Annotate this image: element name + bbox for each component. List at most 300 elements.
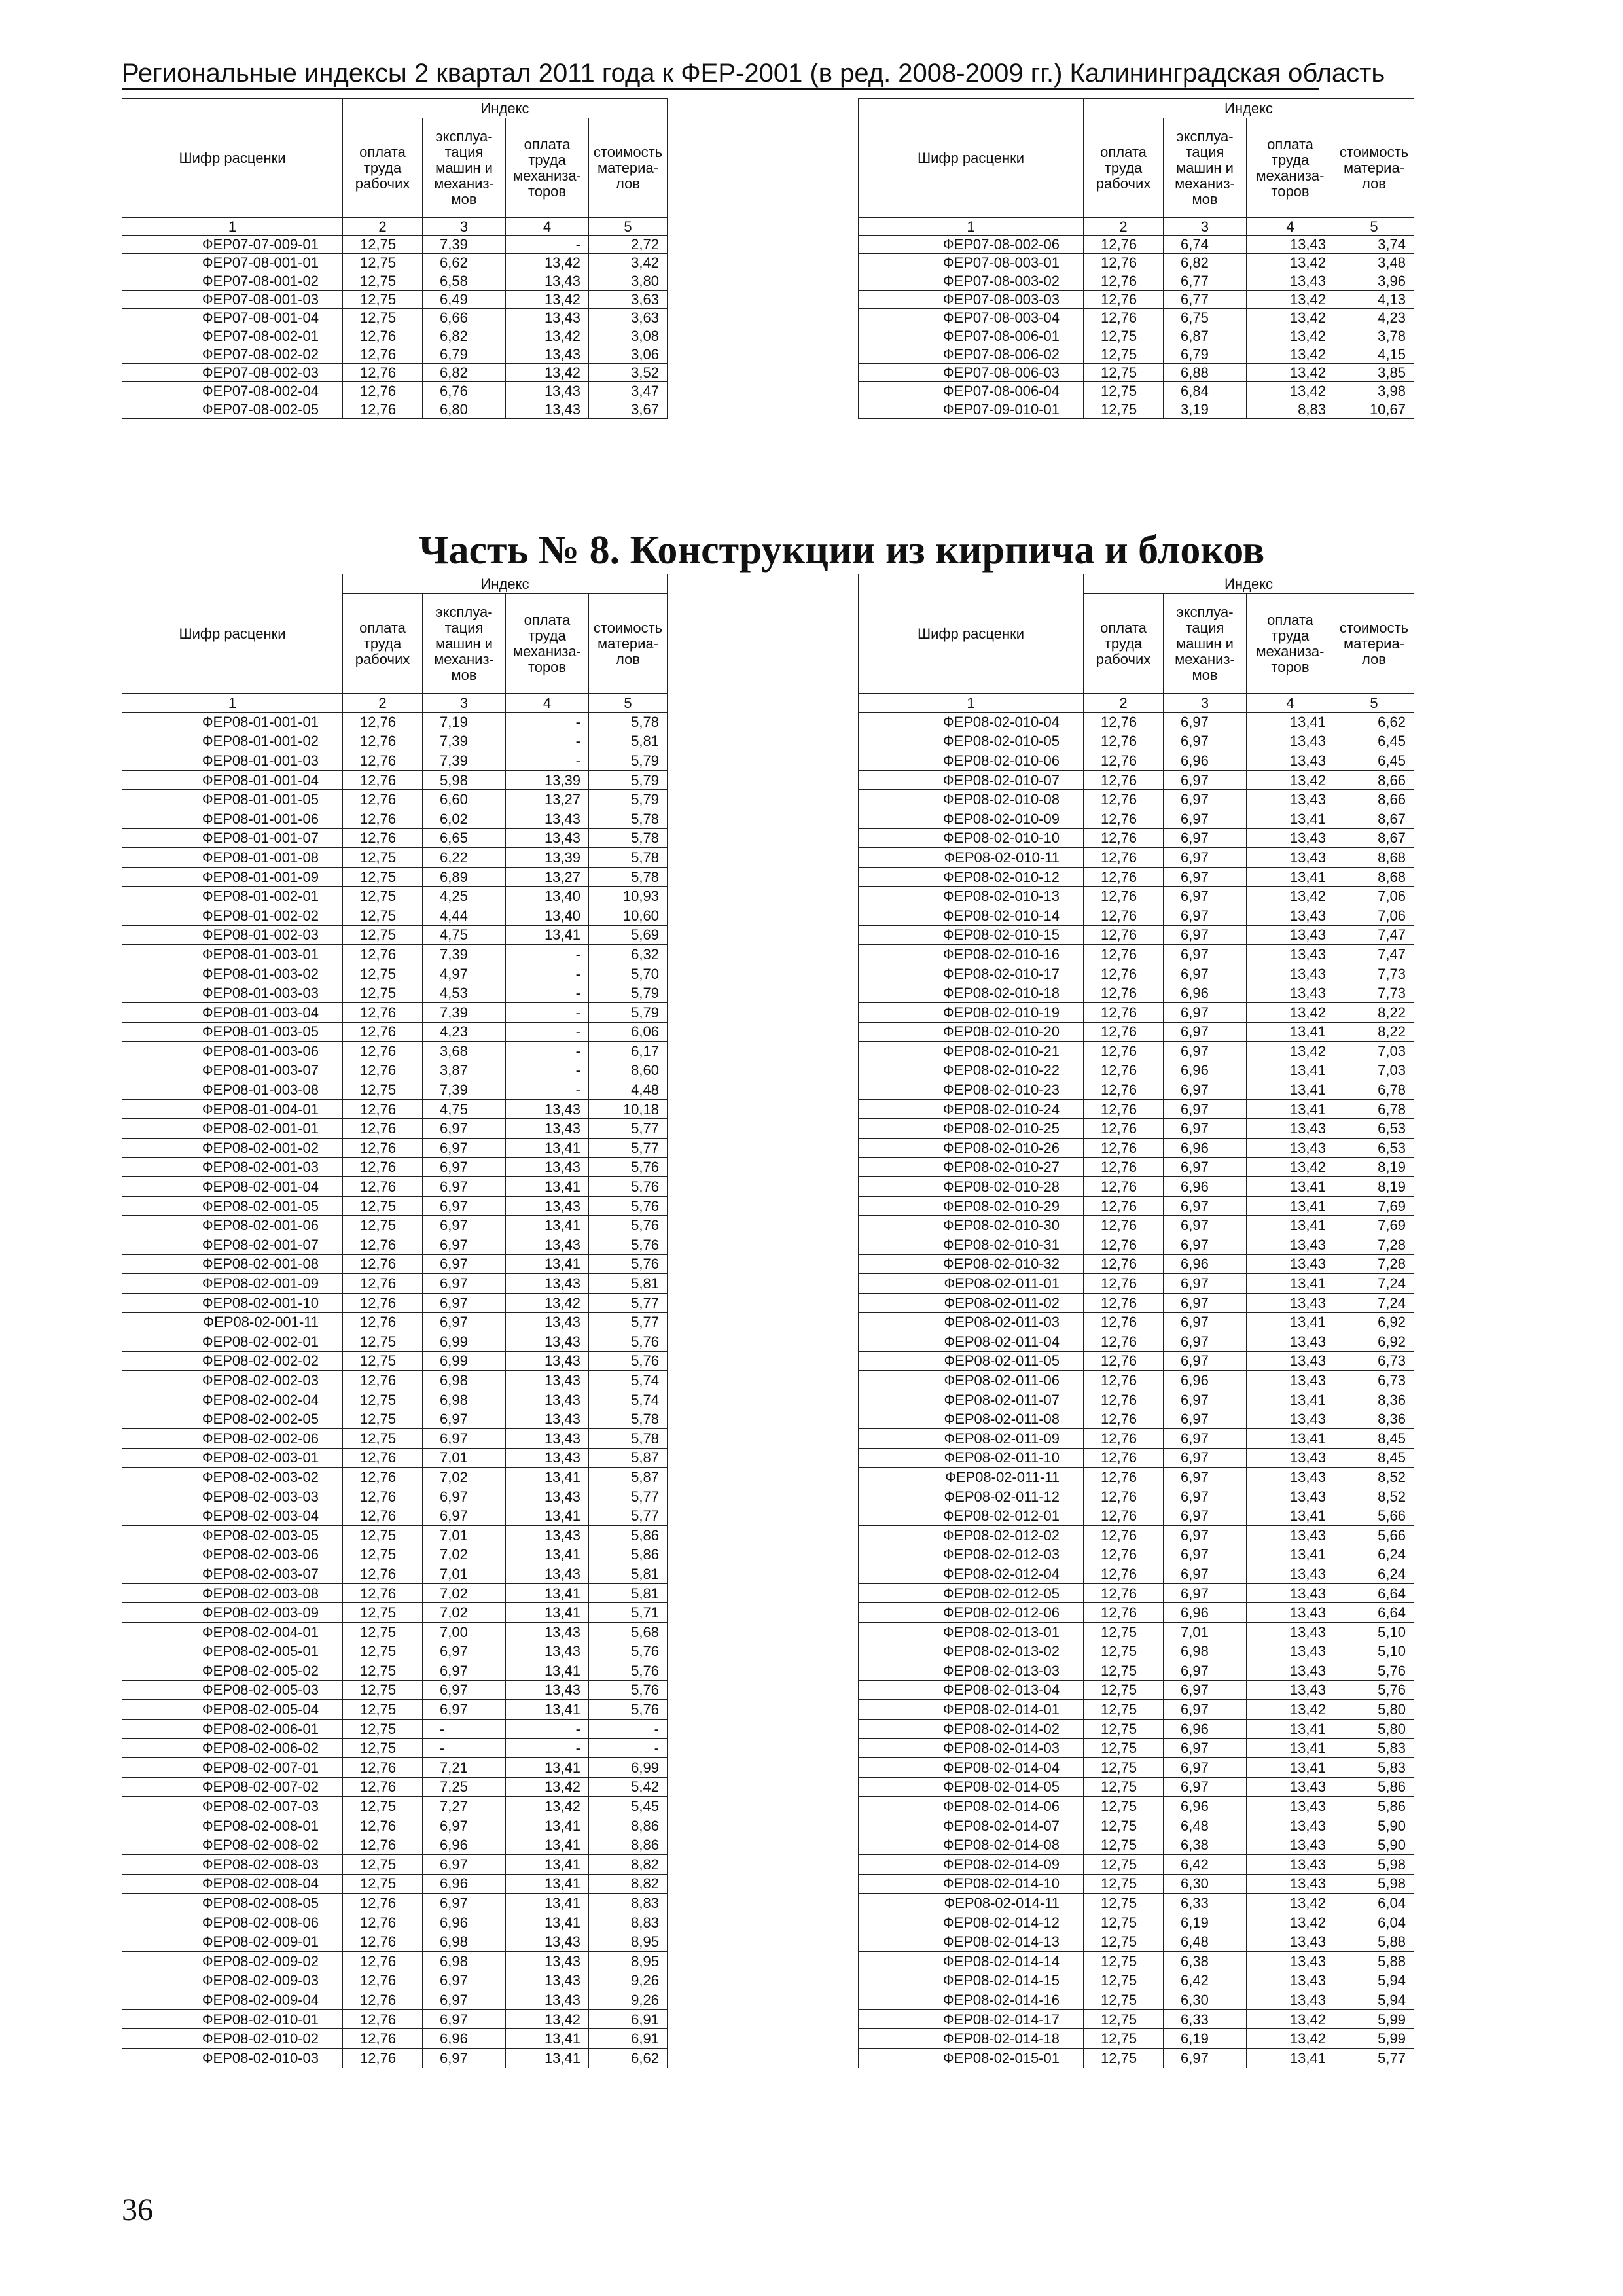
cell-materials: 5,77 xyxy=(1334,2048,1414,2068)
cell-machinists: 13,43 xyxy=(506,400,589,419)
table-row xyxy=(122,254,668,272)
cell-labor: 12,76 xyxy=(1084,751,1164,771)
cell-machines: 6,96 xyxy=(1164,1797,1247,1816)
cell-machines: 7,39 xyxy=(423,1002,506,1022)
cell-machinists: 13,43 xyxy=(506,1274,589,1294)
cell-machinists: 13,43 xyxy=(1247,1583,1334,1603)
cell-machines: 6,97 xyxy=(1164,1022,1247,1042)
cell-machines: 6,96 xyxy=(1164,1719,1247,1739)
cell-labor: 12,76 xyxy=(343,1913,423,1932)
cell-materials: 5,10 xyxy=(1334,1622,1414,1642)
cell-materials: 6,91 xyxy=(589,2029,668,2049)
cell-machinists: 13,43 xyxy=(1247,1603,1334,1623)
cell-materials: 8,22 xyxy=(1334,1002,1414,1022)
cell-code: ФЕР08-02-010-06 xyxy=(859,751,1084,771)
cell-code: ФЕР08-02-010-18 xyxy=(859,983,1084,1003)
cell-materials: 6,53 xyxy=(1334,1119,1414,1139)
cell-code: ФЕР08-02-013-03 xyxy=(859,1661,1084,1681)
cell-labor: 12,76 xyxy=(1084,1371,1164,1390)
cell-machinists: 13,41 xyxy=(506,1583,589,1603)
table-row xyxy=(859,1022,1414,1042)
cell-code: ФЕР08-02-009-02 xyxy=(122,1952,343,1971)
cell-machines: 6,97 xyxy=(1164,1583,1247,1603)
cell-labor: 12,75 xyxy=(343,848,423,868)
cell-machines: 6,19 xyxy=(1164,1913,1247,1932)
cell-labor: 12,76 xyxy=(343,1564,423,1584)
cell-labor: 12,75 xyxy=(1084,2029,1164,2049)
cell-materials: 8,45 xyxy=(1334,1448,1414,1468)
cell-code: ФЕР07-08-006-01 xyxy=(859,327,1084,345)
cell-machines: 6,79 xyxy=(1164,345,1247,364)
cell-machines: 6,33 xyxy=(1164,2009,1247,2029)
table-row xyxy=(122,925,668,945)
cell-materials: 5,87 xyxy=(589,1448,668,1468)
cell-machinists: 13,43 xyxy=(1247,751,1334,771)
cell-machinists: 13,43 xyxy=(506,1235,589,1255)
cell-labor: 12,76 xyxy=(1084,309,1164,327)
cell-code: ФЕР08-02-011-07 xyxy=(859,1390,1084,1409)
header-machinists: оплата труда механиза-торов xyxy=(506,118,589,218)
cell-code: ФЕР08-02-007-03 xyxy=(122,1797,343,1816)
table-row xyxy=(859,1254,1414,1274)
cell-labor: 12,76 xyxy=(1084,1042,1164,1061)
cell-code: ФЕР08-02-010-11 xyxy=(859,848,1084,868)
header-labor: оплата труда рабочих xyxy=(1084,594,1164,694)
cell-machinists: 13,41 xyxy=(506,1816,589,1835)
cell-materials: 5,45 xyxy=(589,1797,668,1816)
cell-labor: 12,76 xyxy=(1084,983,1164,1003)
cell-code: ФЕР08-02-012-05 xyxy=(859,1583,1084,1603)
cell-machines: 6,97 xyxy=(423,1196,506,1216)
cell-materials: 5,42 xyxy=(589,1777,668,1797)
cell-code: ФЕР07-08-001-01 xyxy=(122,254,343,272)
cell-machines: 6,98 xyxy=(423,1932,506,1952)
cell-machinists: 13,43 xyxy=(1247,1777,1334,1797)
cell-code: ФЕР08-02-003-06 xyxy=(122,1545,343,1564)
header-index: Индекс xyxy=(343,574,668,594)
cell-labor: 12,76 xyxy=(343,1022,423,1042)
table-row xyxy=(122,1990,668,2010)
cell-code: ФЕР07-08-001-02 xyxy=(122,272,343,291)
cell-code: ФЕР07-09-010-01 xyxy=(859,400,1084,419)
cell-machinists: 13,43 xyxy=(1247,1332,1334,1352)
table-row xyxy=(859,1603,1414,1623)
cell-machines: 6,02 xyxy=(423,809,506,828)
column-number: 1 xyxy=(122,694,343,713)
cell-labor: 12,76 xyxy=(343,1583,423,1603)
cell-materials: 10,93 xyxy=(589,887,668,906)
cell-code: ФЕР08-02-010-24 xyxy=(859,1099,1084,1119)
cell-machinists: 13,43 xyxy=(506,1932,589,1952)
table-row xyxy=(122,1080,668,1100)
cell-materials: 5,76 xyxy=(589,1216,668,1235)
cell-labor: 12,76 xyxy=(1084,236,1164,254)
cell-labor: 12,76 xyxy=(343,828,423,848)
cell-machines: 6,75 xyxy=(1164,309,1247,327)
cell-labor: 12,75 xyxy=(1084,1680,1164,1700)
cell-machinists: 13,43 xyxy=(506,1487,589,1506)
cell-materials: 6,64 xyxy=(1334,1603,1414,1623)
cell-code: ФЕР08-02-010-17 xyxy=(859,964,1084,983)
table-row xyxy=(859,770,1414,790)
column-number: 5 xyxy=(589,218,668,236)
cell-machinists: 13,41 xyxy=(1247,1080,1334,1100)
table-row xyxy=(859,1487,1414,1506)
cell-machines: 6,96 xyxy=(1164,1371,1247,1390)
cell-machinists: - xyxy=(506,1022,589,1042)
cell-labor: 12,76 xyxy=(343,1293,423,1313)
cell-materials: 5,78 xyxy=(589,809,668,828)
cell-machines: 6,97 xyxy=(1164,1390,1247,1409)
cell-machinists: 13,43 xyxy=(1247,1816,1334,1835)
cell-machinists: 13,42 xyxy=(1247,254,1334,272)
cell-machines: 6,22 xyxy=(423,848,506,868)
table-row xyxy=(859,867,1414,887)
cell-machinists: 13,43 xyxy=(1247,925,1334,945)
cell-machinists: 13,43 xyxy=(506,809,589,828)
cell-code: ФЕР07-08-006-04 xyxy=(859,382,1084,400)
cell-machines: 6,89 xyxy=(423,867,506,887)
table-row xyxy=(859,1680,1414,1700)
cell-code: ФЕР08-02-003-04 xyxy=(122,1506,343,1526)
cell-labor: 12,76 xyxy=(343,945,423,964)
header-machines: эксплуа-тация машин и механиз-мов xyxy=(423,594,506,694)
cell-labor: 12,75 xyxy=(343,1680,423,1700)
table-row xyxy=(859,1971,1414,1990)
table-row xyxy=(859,1371,1414,1390)
table-row xyxy=(859,751,1414,771)
cell-materials: 5,86 xyxy=(589,1545,668,1564)
table-row xyxy=(859,1661,1414,1681)
cell-machinists: - xyxy=(506,1080,589,1100)
cell-machinists: - xyxy=(506,1042,589,1061)
cell-machinists: 13,27 xyxy=(506,790,589,809)
header-machinists: оплата труда механиза-торов xyxy=(1247,118,1334,218)
cell-materials: 7,28 xyxy=(1334,1254,1414,1274)
cell-materials: 5,77 xyxy=(589,1313,668,1332)
cell-machines: 6,97 xyxy=(1164,1099,1247,1119)
cell-machinists: 13,41 xyxy=(506,2048,589,2068)
cell-machinists: 13,42 xyxy=(506,2009,589,2029)
header-labor: оплата труда рабочих xyxy=(343,594,423,694)
cell-machines: 6,97 xyxy=(423,1274,506,1294)
cell-materials: 5,99 xyxy=(1334,2029,1414,2049)
cell-machinists: 13,43 xyxy=(1247,1235,1334,1255)
cell-code: ФЕР08-02-014-10 xyxy=(859,1874,1084,1894)
table-row xyxy=(859,291,1414,309)
table-row xyxy=(122,1351,668,1371)
cell-materials: 5,76 xyxy=(589,1642,668,1661)
cell-machinists: 13,42 xyxy=(1247,1913,1334,1932)
table-row xyxy=(122,1797,668,1816)
table-row xyxy=(122,1642,668,1661)
table-row xyxy=(122,887,668,906)
cell-machines: 6,96 xyxy=(1164,1061,1247,1080)
cell-code: ФЕР08-01-003-07 xyxy=(122,1061,343,1080)
cell-machinists: 13,41 xyxy=(1247,1719,1334,1739)
column-number: 1 xyxy=(859,218,1084,236)
cell-code: ФЕР08-02-002-04 xyxy=(122,1390,343,1409)
cell-machines: 7,02 xyxy=(423,1545,506,1564)
cell-code: ФЕР08-02-001-10 xyxy=(122,1293,343,1313)
cell-materials: 3,78 xyxy=(1334,327,1414,345)
column-number: 1 xyxy=(122,218,343,236)
table-row xyxy=(859,345,1414,364)
cell-machinists: 13,40 xyxy=(506,906,589,925)
cell-machines: 6,97 xyxy=(423,1855,506,1875)
cell-materials: 5,76 xyxy=(589,1332,668,1352)
cell-machines: 6,87 xyxy=(1164,327,1247,345)
cell-code: ФЕР08-02-012-01 xyxy=(859,1506,1084,1526)
cell-labor: 12,75 xyxy=(343,1661,423,1681)
cell-code: ФЕР08-02-001-08 xyxy=(122,1254,343,1274)
cell-machinists: 13,39 xyxy=(506,848,589,868)
column-number: 4 xyxy=(1247,694,1334,713)
table-row xyxy=(859,1583,1414,1603)
table-row xyxy=(859,1157,1414,1177)
cell-machines: 4,75 xyxy=(423,1099,506,1119)
cell-machines: 7,19 xyxy=(423,713,506,732)
cell-machinists: 13,41 xyxy=(1247,1390,1334,1409)
cell-machines: 6,97 xyxy=(1164,1002,1247,1022)
cell-machinists: 13,43 xyxy=(506,345,589,364)
cell-materials: 5,76 xyxy=(589,1196,668,1216)
cell-machines: 6,97 xyxy=(423,1990,506,2010)
table-row xyxy=(859,1990,1414,2010)
cell-machinists: 13,41 xyxy=(1247,1022,1334,1042)
cell-labor: 12,76 xyxy=(1084,1177,1164,1197)
cell-labor: 12,76 xyxy=(343,1002,423,1022)
cell-machinists: 13,41 xyxy=(506,1661,589,1681)
cell-machines: 6,97 xyxy=(1164,1332,1247,1352)
cell-code: ФЕР08-02-008-02 xyxy=(122,1835,343,1855)
table-row xyxy=(859,1351,1414,1371)
cell-labor: 12,76 xyxy=(1084,1506,1164,1526)
cell-labor: 12,76 xyxy=(1084,1525,1164,1545)
header-machines: эксплуа-тация машин и механиз-мов xyxy=(1164,118,1247,218)
cell-materials: 5,87 xyxy=(589,1468,668,1487)
cell-labor: 12,75 xyxy=(343,254,423,272)
cell-code: ФЕР08-02-014-14 xyxy=(859,1952,1084,1971)
cell-code: ФЕР08-02-010-31 xyxy=(859,1235,1084,1255)
cell-labor: 12,76 xyxy=(1084,1274,1164,1294)
cell-labor: 12,75 xyxy=(1084,1855,1164,1875)
cell-machinists: 13,41 xyxy=(1247,1061,1334,1080)
cell-code: ФЕР08-02-010-23 xyxy=(859,1080,1084,1100)
cell-labor: 12,75 xyxy=(1084,2009,1164,2029)
cell-code: ФЕР08-02-008-04 xyxy=(122,1874,343,1894)
cell-machinists: 13,42 xyxy=(506,1777,589,1797)
cell-materials: 5,78 xyxy=(589,828,668,848)
cell-materials: 6,99 xyxy=(589,1758,668,1778)
cell-materials: 6,45 xyxy=(1334,732,1414,751)
table-row xyxy=(122,291,668,309)
cell-code: ФЕР08-02-007-01 xyxy=(122,1758,343,1778)
column-number: 3 xyxy=(1164,694,1247,713)
cell-code: ФЕР08-02-003-01 xyxy=(122,1448,343,1468)
cell-machines: 6,96 xyxy=(1164,751,1247,771)
header-machines: эксплуа-тация машин и механиз-мов xyxy=(423,118,506,218)
table-row xyxy=(122,1603,668,1623)
cell-code: ФЕР08-02-014-12 xyxy=(859,1913,1084,1932)
cell-machines: 7,02 xyxy=(423,1468,506,1487)
cell-code: ФЕР08-02-007-02 xyxy=(122,1777,343,1797)
cell-code: ФЕР08-02-010-21 xyxy=(859,1042,1084,1061)
cell-machinists: 13,43 xyxy=(1247,1525,1334,1545)
cell-labor: 12,75 xyxy=(343,272,423,291)
table-row xyxy=(122,1390,668,1409)
cell-machines: 6,97 xyxy=(1164,1157,1247,1177)
cell-labor: 12,75 xyxy=(1084,1894,1164,1913)
cell-labor: 12,76 xyxy=(343,1952,423,1971)
cell-code: ФЕР08-02-011-01 xyxy=(859,1274,1084,1294)
table-row xyxy=(122,1002,668,1022)
cell-machines: 6,97 xyxy=(1164,770,1247,790)
table-row xyxy=(859,1139,1414,1158)
cell-machinists: 13,43 xyxy=(1247,272,1334,291)
table-row xyxy=(122,790,668,809)
table-row xyxy=(859,1642,1414,1661)
cell-labor: 12,76 xyxy=(1084,790,1164,809)
cell-labor: 12,76 xyxy=(1084,1157,1164,1177)
cell-machinists: 13,41 xyxy=(506,1506,589,1526)
cell-code: ФЕР08-02-008-01 xyxy=(122,1816,343,1835)
cell-labor: 12,76 xyxy=(343,1932,423,1952)
table-row xyxy=(859,236,1414,254)
cell-code: ФЕР08-02-010-03 xyxy=(122,2048,343,2068)
cell-labor: 12,76 xyxy=(343,1506,423,1526)
cell-machinists: 13,41 xyxy=(1247,1177,1334,1197)
table-row xyxy=(122,1816,668,1835)
cell-labor: 12,75 xyxy=(1084,345,1164,364)
table-row xyxy=(122,1254,668,1274)
cell-code: ФЕР08-02-010-10 xyxy=(859,828,1084,848)
cell-machinists: 13,42 xyxy=(1247,1157,1334,1177)
cell-machines: 6,74 xyxy=(1164,236,1247,254)
cell-code: ФЕР07-08-002-02 xyxy=(122,345,343,364)
cell-labor: 12,76 xyxy=(343,1099,423,1119)
cell-machines: 7,27 xyxy=(423,1797,506,1816)
cell-code: ФЕР07-08-002-03 xyxy=(122,364,343,382)
cell-code: ФЕР08-02-002-01 xyxy=(122,1332,343,1352)
cell-machinists: 13,41 xyxy=(506,1216,589,1235)
table-row xyxy=(859,1468,1414,1487)
cell-machines: 6,97 xyxy=(1164,1196,1247,1216)
header-materials: стоимость материа-лов xyxy=(1334,118,1414,218)
header-code: Шифр расценки xyxy=(859,99,1084,218)
cell-code: ФЕР08-02-010-07 xyxy=(859,770,1084,790)
header-labor: оплата труда рабочих xyxy=(343,118,423,218)
cell-machinists: 13,42 xyxy=(506,291,589,309)
table-row xyxy=(859,1855,1414,1875)
cell-materials: 7,47 xyxy=(1334,925,1414,945)
cell-code: ФЕР08-02-010-27 xyxy=(859,1157,1084,1177)
table-row xyxy=(859,382,1414,400)
table-row xyxy=(859,848,1414,868)
header-index: Индекс xyxy=(1084,574,1414,594)
cell-machinists: - xyxy=(506,945,589,964)
cell-labor: 12,76 xyxy=(1084,1545,1164,1564)
cell-materials: - xyxy=(589,1739,668,1758)
cell-machines: 6,97 xyxy=(423,1216,506,1235)
cell-code: ФЕР08-02-011-06 xyxy=(859,1371,1084,1390)
table-row xyxy=(122,1835,668,1855)
table-row xyxy=(859,1080,1414,1100)
cell-materials: 6,06 xyxy=(589,1022,668,1042)
cell-machines: 6,97 xyxy=(1164,1525,1247,1545)
cell-machinists: 13,41 xyxy=(506,925,589,945)
cell-labor: 12,76 xyxy=(1084,1254,1164,1274)
cell-machinists: 13,43 xyxy=(1247,1139,1334,1158)
cell-materials: 8,66 xyxy=(1334,790,1414,809)
cell-materials: 9,26 xyxy=(589,1990,668,2010)
cell-materials: 5,76 xyxy=(589,1351,668,1371)
cell-labor: 12,76 xyxy=(1084,1313,1164,1332)
cell-machinists: 13,43 xyxy=(1247,1448,1334,1468)
cell-code: ФЕР08-02-010-29 xyxy=(859,1196,1084,1216)
cell-labor: 12,75 xyxy=(343,1739,423,1758)
table-row xyxy=(122,1428,668,1448)
cell-code: ФЕР08-02-011-10 xyxy=(859,1448,1084,1468)
cell-code: ФЕР08-02-014-11 xyxy=(859,1894,1084,1913)
cell-machines: 6,97 xyxy=(423,1971,506,1990)
table-row xyxy=(122,1177,668,1197)
table-row xyxy=(859,1932,1414,1952)
cell-materials: 5,76 xyxy=(589,1680,668,1700)
cell-materials: 5,77 xyxy=(589,1293,668,1313)
cell-code: ФЕР08-02-014-05 xyxy=(859,1777,1084,1797)
cell-machines: 7,21 xyxy=(423,1758,506,1778)
column-number: 2 xyxy=(343,694,423,713)
table-row xyxy=(122,1855,668,1875)
cell-machinists: 13,41 xyxy=(1247,1739,1334,1758)
cell-machines: 6,97 xyxy=(1164,964,1247,983)
cell-machines: 4,23 xyxy=(423,1022,506,1042)
cell-labor: 12,76 xyxy=(343,1061,423,1080)
column-number: 3 xyxy=(1164,218,1247,236)
table-row xyxy=(122,1894,668,1913)
header-materials: стоимость материа-лов xyxy=(1334,594,1414,694)
cell-labor: 12,75 xyxy=(343,983,423,1003)
table-row xyxy=(122,732,668,751)
table-row xyxy=(859,809,1414,828)
cell-materials: 6,78 xyxy=(1334,1099,1414,1119)
cell-materials: 3,63 xyxy=(589,291,668,309)
cell-machinists: - xyxy=(506,1061,589,1080)
page-title: Региональные индексы 2 квартал 2011 года к ФЕР-2001 (в ред. 2008-2009 гг.) Калининградская область xyxy=(122,59,1319,90)
cell-code: ФЕР07-08-001-03 xyxy=(122,291,343,309)
cell-code: ФЕР08-02-012-06 xyxy=(859,1603,1084,1623)
cell-machinists: 13,43 xyxy=(506,1409,589,1429)
cell-labor: 12,75 xyxy=(343,1642,423,1661)
cell-machinists: 13,42 xyxy=(1247,2009,1334,2029)
cell-labor: 12,75 xyxy=(1084,1700,1164,1720)
table-row xyxy=(122,828,668,848)
cell-machinists: 13,43 xyxy=(506,1157,589,1177)
table-row xyxy=(859,887,1414,906)
cell-code: ФЕР08-02-014-01 xyxy=(859,1700,1084,1720)
cell-labor: 12,75 xyxy=(343,1409,423,1429)
cell-code: ФЕР08-02-005-04 xyxy=(122,1700,343,1720)
table-row xyxy=(859,1274,1414,1294)
cell-machinists: - xyxy=(506,1719,589,1739)
cell-materials: 6,64 xyxy=(1334,1583,1414,1603)
cell-code: ФЕР08-02-005-01 xyxy=(122,1642,343,1661)
cell-machinists: 13,43 xyxy=(506,1642,589,1661)
table-row xyxy=(122,1119,668,1139)
cell-materials: 7,03 xyxy=(1334,1042,1414,1061)
cell-materials: 8,82 xyxy=(589,1855,668,1875)
